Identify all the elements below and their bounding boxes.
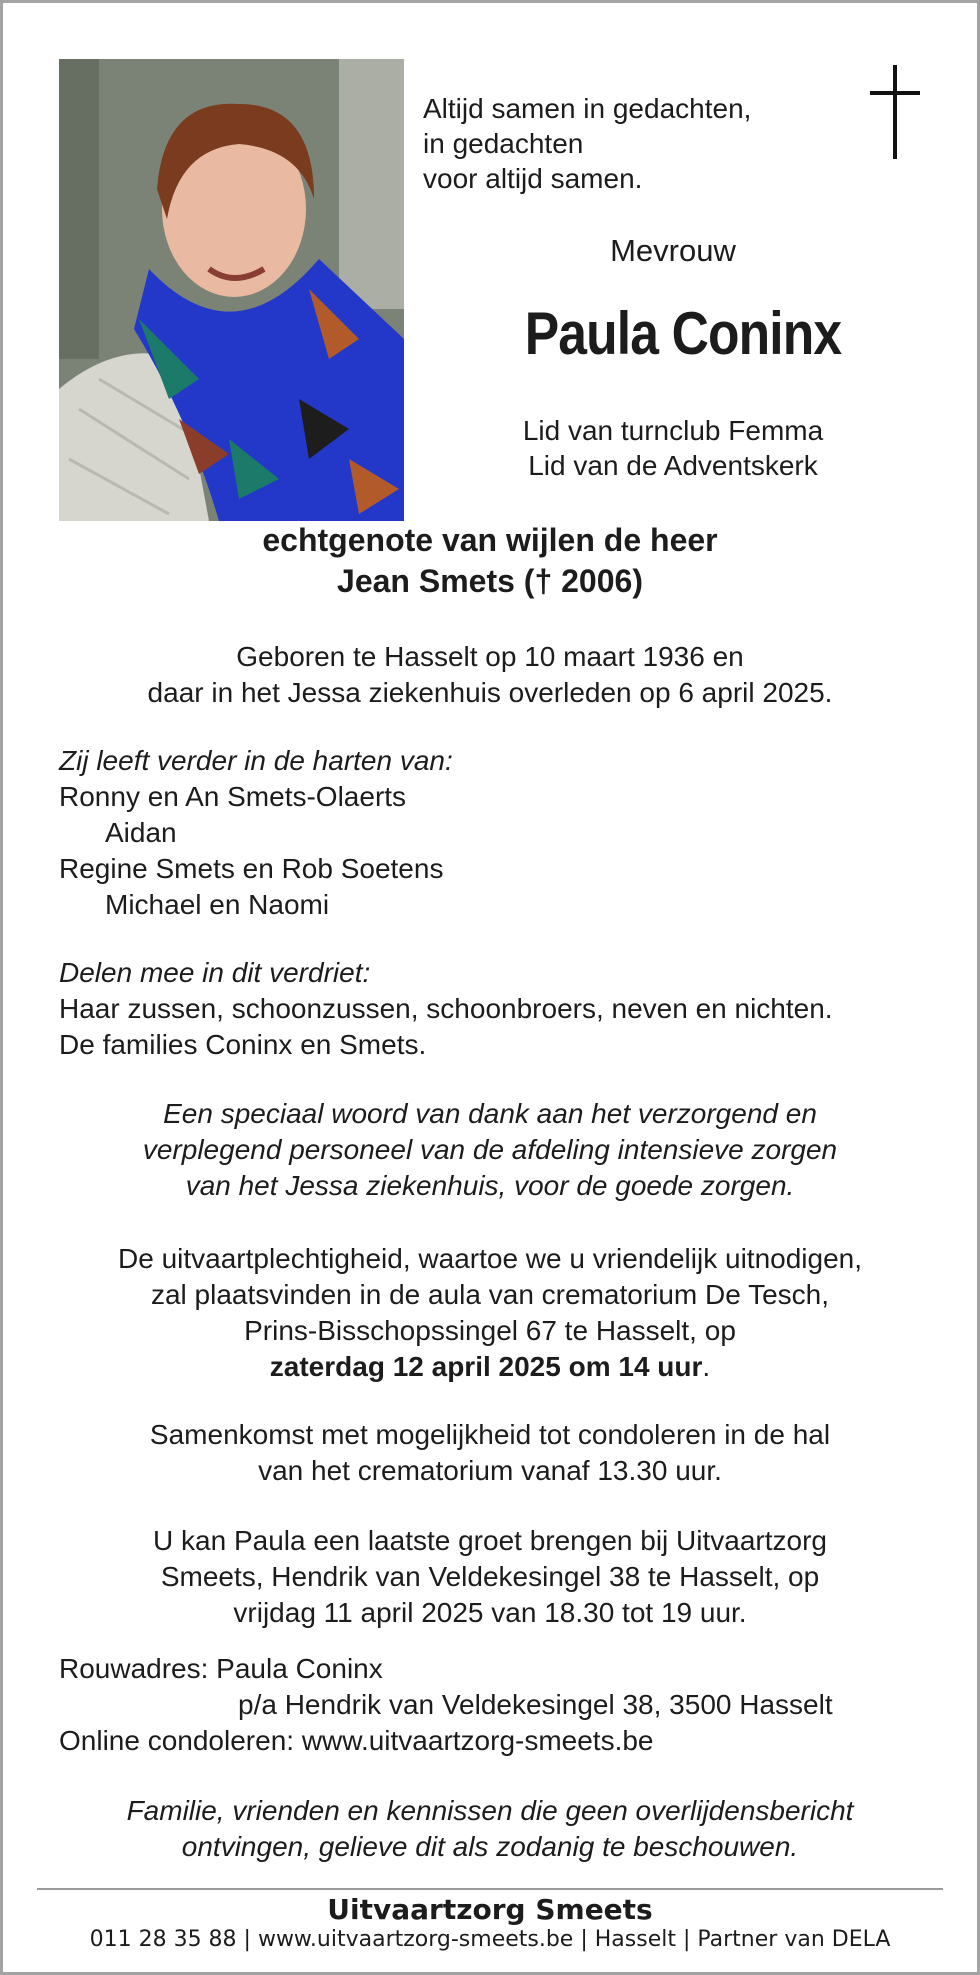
mourners-line: De families Coninx en Smets.: [59, 1029, 427, 1060]
latin-cross-icon: [865, 63, 925, 163]
meeting-line: Samenkomst met mogelijkheid tot condoleren in de hal: [149, 1419, 831, 1450]
ceremony-date: zaterdag 12 april 2025 om 14 uur: [269, 1351, 703, 1382]
ceremony-date-suffix: .: [702, 1351, 711, 1382]
spouse-line: Jean Smets († 2006): [337, 563, 643, 599]
ceremony-details: [3, 1241, 977, 1385]
spouse-line: echtgenote van wijlen de heer: [262, 522, 718, 558]
verse-line: Altijd samen in gedachten,: [423, 93, 752, 124]
family-note: [3, 1793, 977, 1865]
portrait-photo: [59, 59, 404, 521]
thanks-line: van het Jessa ziekenhuis, voor de goede zorgen.: [185, 1170, 795, 1201]
survivor-entry: Regine Smets en Rob Soetens: [59, 853, 444, 884]
survivors-list: [59, 743, 453, 923]
family-note-line: ontvingen, gelieve dit als zodanig te beschouwen.: [181, 1831, 799, 1862]
footer-divider: [37, 1888, 943, 1890]
family-note-line: Familie, vrienden en kennissen die geen overlijdensbericht: [126, 1795, 854, 1826]
mourning-address: [59, 1651, 833, 1759]
thanks-line: verplegend personeel van de afdeling intensieve zorgen: [142, 1134, 838, 1165]
survivors-heading: Zij leeft verder in de harten van:: [59, 745, 453, 776]
survivor-entry: Ronny en An Smets-Olaerts: [59, 781, 407, 812]
birth-death-notice: [3, 639, 977, 711]
ceremony-line: Prins-Bisschopssingel 67 te Hasselt, op: [244, 1315, 736, 1346]
mourners-list: [59, 955, 833, 1063]
meeting-line: van het crematorium vanaf 13.30 uur.: [258, 1455, 722, 1486]
honorific-title: Mevrouw: [610, 233, 736, 268]
greeting-line: Smeets, Hendrik van Veldekesingel 38 te Hasselt, op: [160, 1561, 820, 1592]
mourners-heading: Delen mee in dit verdriet:: [59, 957, 371, 988]
thanks-note: [3, 1096, 977, 1204]
memberships: [443, 413, 903, 483]
funeral-home-name: Uitvaartzorg Smeets: [327, 1893, 653, 1926]
ceremony-line: zal plaatsvinden in de aula van crematorium De Tesch,: [150, 1279, 830, 1310]
condolence-meeting: [3, 1417, 977, 1489]
survivor-entry: Aidan: [105, 817, 177, 848]
spouse-notice: [3, 520, 977, 602]
mourners-line: Haar zussen, schoonzussen, schoonbroers, neven en nichten.: [59, 993, 833, 1024]
memorial-verse: [423, 91, 751, 196]
birth-line: Geboren te Hasselt op 10 maart 1936 en: [236, 641, 744, 672]
online-condolence-line: Online condoleren: www.uitvaartzorg-smeets.be: [59, 1725, 654, 1756]
ceremony-line: De uitvaartplechtigheid, waartoe we u vriendelijk uitnodigen,: [118, 1243, 862, 1274]
thanks-line: Een speciaal woord van dank aan het verzorgend en: [163, 1098, 817, 1129]
greeting-line: U kan Paula een laatste groet brengen bij Uitvaartzorg: [153, 1525, 827, 1556]
funeral-home-contact: 011 28 35 88 | www.uitvaartzorg-smeets.be | Hasselt | Partner van DELA: [89, 1927, 891, 1952]
greeting-line: vrijdag 11 april 2025 van 18.30 tot 19 uur.: [233, 1597, 747, 1628]
membership-line: Lid van de Adventskerk: [528, 450, 818, 481]
farewell-visit: [3, 1523, 977, 1631]
survivor-entry: Michael en Naomi: [105, 889, 330, 920]
verse-line: in gedachten: [423, 128, 584, 159]
address-line: Rouwadres: Paula Coninx: [59, 1653, 383, 1684]
deceased-name: Paula Coninx: [524, 300, 842, 367]
birth-line: daar in het Jessa ziekenhuis overleden op 6 april 2025.: [147, 677, 833, 708]
portrait-photo-icon: [59, 59, 404, 521]
membership-line: Lid van turnclub Femma: [522, 415, 824, 446]
ceremony-date-line: [3, 1349, 977, 1385]
address-line: p/a Hendrik van Veldekesingel 38, 3500 Hasselt: [238, 1689, 833, 1720]
verse-line: voor altijd samen.: [423, 163, 643, 194]
